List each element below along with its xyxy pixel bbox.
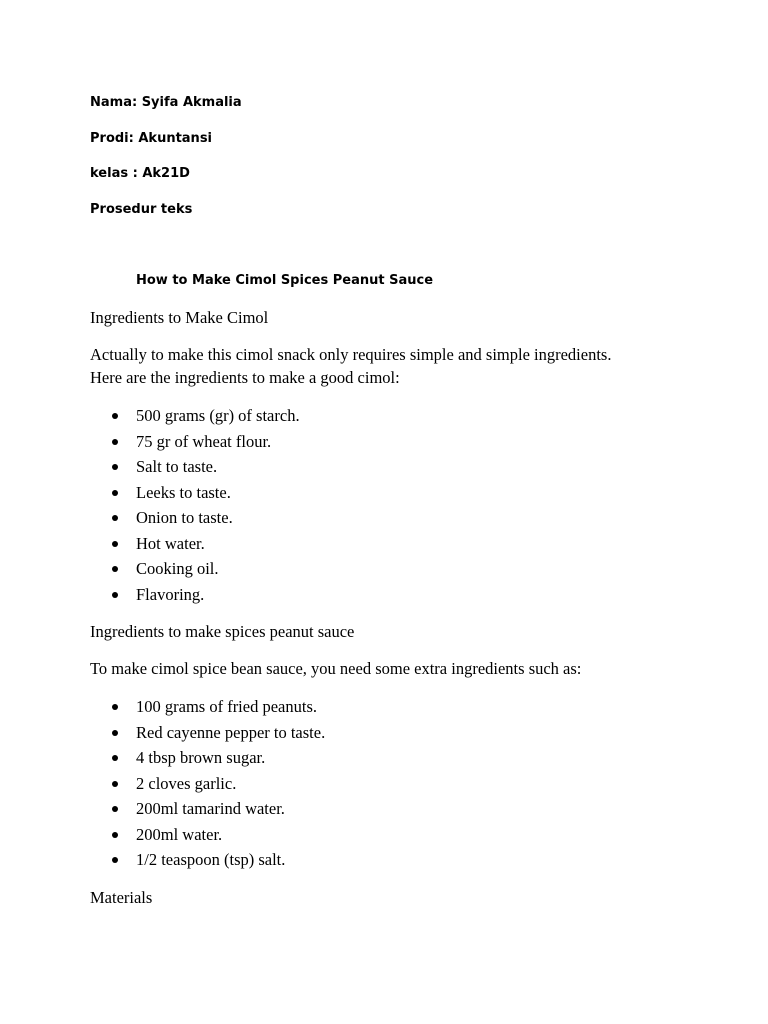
cimol-intro-line-1: Actually to make this cimol snack only requires simple and simple ingredients.	[90, 345, 612, 364]
list-item: 1/2 teaspoon (tsp) salt.	[90, 850, 325, 876]
bullet-icon	[112, 704, 118, 710]
list-item: 200ml tamarind water.	[90, 799, 325, 825]
cimol-ingredients-list	[90, 406, 300, 610]
list-item: Hot water.	[90, 534, 300, 560]
list-item: Red cayenne pepper to taste.	[90, 723, 325, 749]
list-item: 4 tbsp brown sugar.	[90, 748, 325, 774]
cimol-intro-line-2: Here are the ingredients to make a good cimol:	[90, 368, 400, 387]
section-heading-peanut-sauce: Ingredients to make spices peanut sauce	[90, 622, 355, 641]
bullet-icon	[112, 541, 118, 547]
peanut-sauce-intro: To make cimol spice bean sauce, you need some extra ingredients such as:	[90, 659, 582, 678]
list-item: Cooking oil.	[90, 559, 300, 585]
cimol-intro-paragraph	[90, 343, 611, 389]
list-item: 200ml water.	[90, 825, 325, 851]
list-item: 2 cloves garlic.	[90, 774, 325, 800]
list-item: Leeks to taste.	[90, 483, 300, 509]
list-item: 75 gr of wheat flour.	[90, 432, 300, 458]
bullet-icon	[112, 592, 118, 598]
bullet-icon	[112, 781, 118, 787]
bullet-icon	[112, 755, 118, 761]
bullet-icon	[112, 730, 118, 736]
class-label: kelas : Ak21D	[90, 166, 190, 181]
bullet-icon	[112, 490, 118, 496]
peanut-sauce-ingredients-list	[90, 697, 325, 876]
list-item: 500 grams (gr) of starch.	[90, 406, 300, 432]
student-name: Nama: Syifa Akmalia	[90, 95, 242, 110]
bullet-icon	[112, 566, 118, 572]
bullet-icon	[112, 832, 118, 838]
bullet-icon	[112, 515, 118, 521]
list-item: Flavoring.	[90, 585, 300, 611]
text-type-label: Prosedur teks	[90, 202, 193, 217]
study-program: Prodi: Akuntansi	[90, 131, 213, 146]
document-title: How to Make Cimol Spices Peanut Sauce	[136, 273, 434, 288]
section-heading-materials: Materials	[90, 888, 153, 907]
section-heading-cimol: Ingredients to Make Cimol	[90, 308, 269, 327]
list-item: Onion to taste.	[90, 508, 300, 534]
bullet-icon	[112, 806, 118, 812]
bullet-icon	[112, 464, 118, 470]
list-item: 100 grams of fried peanuts.	[90, 697, 325, 723]
bullet-icon	[112, 857, 118, 863]
list-item: Salt to taste.	[90, 457, 300, 483]
bullet-icon	[112, 413, 118, 419]
bullet-icon	[112, 439, 118, 445]
